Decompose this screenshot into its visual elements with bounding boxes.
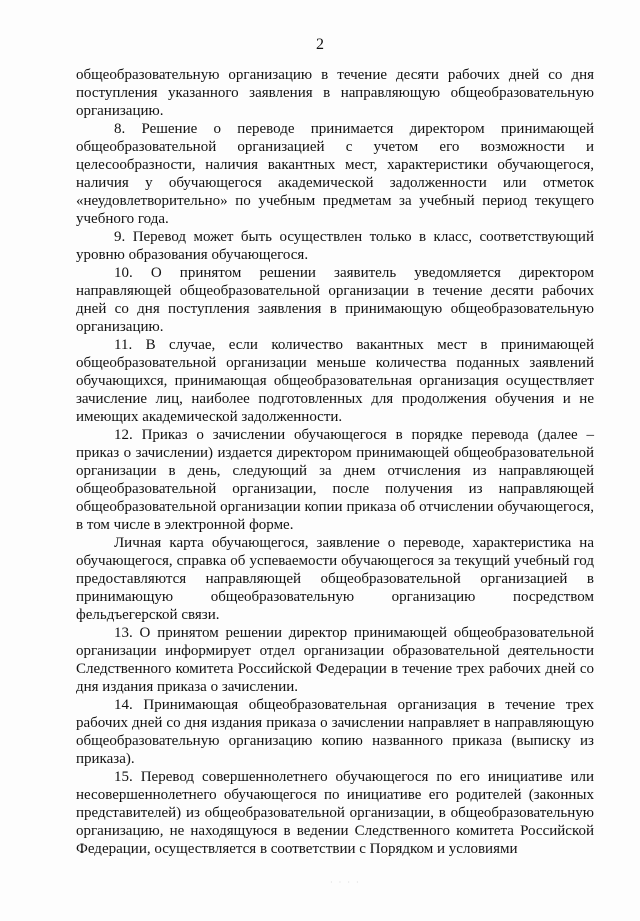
paragraph-11: 11. В случае, если количество вакантных мест в принимающей общеобразовательной организации меньше количества поданных заявлений обучающихся, принимающая общеобразовательная организация осуществляет зачисление лиц, наиболее подготовленных для продолжения обучения и не имеющих академической задолженности.	[76, 337, 594, 425]
paragraph-continuation: общеобразовательную организацию в течение десяти рабочих дней со дня поступления указанного заявления в направляющую общеобразовательную организацию.	[76, 67, 594, 119]
paragraph-15: 15. Перевод совершеннолетнего обучающегося по его инициативе или несовершеннолетнего обучающегося по инициативе его родителей (законных представителей) из общеобразовательной организации, в общеобразовательную организацию, не находящуюся в ведении Следственного комитета Российской Федерации, осуществляется в соответствии с Порядком и условиями	[76, 769, 594, 857]
paragraph-personal-card: Личная карта обучающегося, заявление о переводе, характеристика на обучающегося, справка об успеваемости обучающегося за текущий учебный год предоставляются направляющей общеобразовательной организацией в принимающую общеобразовательную организацию посредством фельдъегерской связи.	[76, 535, 594, 623]
paragraph-14: 14. Принимающая общеобразовательная организация в течение трех рабочих дней со дня издания приказа о зачислении направляет в направляющую общеобразовательную организацию копию названного приказа (выписку из приказа).	[76, 697, 594, 767]
paragraph-13: 13. О принятом решении директор принимающей общеобразовательной организации информирует отдел организации образовательной деятельности Следственного комитета Российской Федерации в течение трех рабочих дней со дня издания приказа о зачислении.	[76, 625, 594, 695]
paragraph-10: 10. О принятом решении заявитель уведомляется директором направляющей общеобразовательной организации в течение десяти рабочих дней со дня поступления заявления в принимающую общеобразовательную организацию.	[76, 265, 594, 335]
paragraph-9: 9. Перевод может быть осуществлен только в класс, соответствующий уровню образования обучающегося.	[76, 229, 594, 263]
paragraph-12: 12. Приказ о зачислении обучающегося в порядке перевода (далее – приказ о зачислении) издается директором принимающей общеобразовательной организации в день, следующий за днем отчисления из направляющей общеобразовательной организации, после получения из направляющей общеобразовательной организации копии приказа об отчислении обучающегося, в том числе в электронной форме.	[76, 427, 594, 533]
paragraph-8: 8. Решение о переводе принимается директором принимающей общеобразовательной организацией с учетом его возможности и целесообразности, наличия вакантных мест, характеристики обучающегося, наличия у обучающегося академической задолженности или отметок «неудовлетворительно» по учебным предметам за учебный период текущего учебного года.	[76, 121, 594, 227]
scan-artifact: · · · ·	[330, 878, 361, 887]
page-number: 2	[316, 36, 324, 53]
document-body	[76, 66, 594, 858]
